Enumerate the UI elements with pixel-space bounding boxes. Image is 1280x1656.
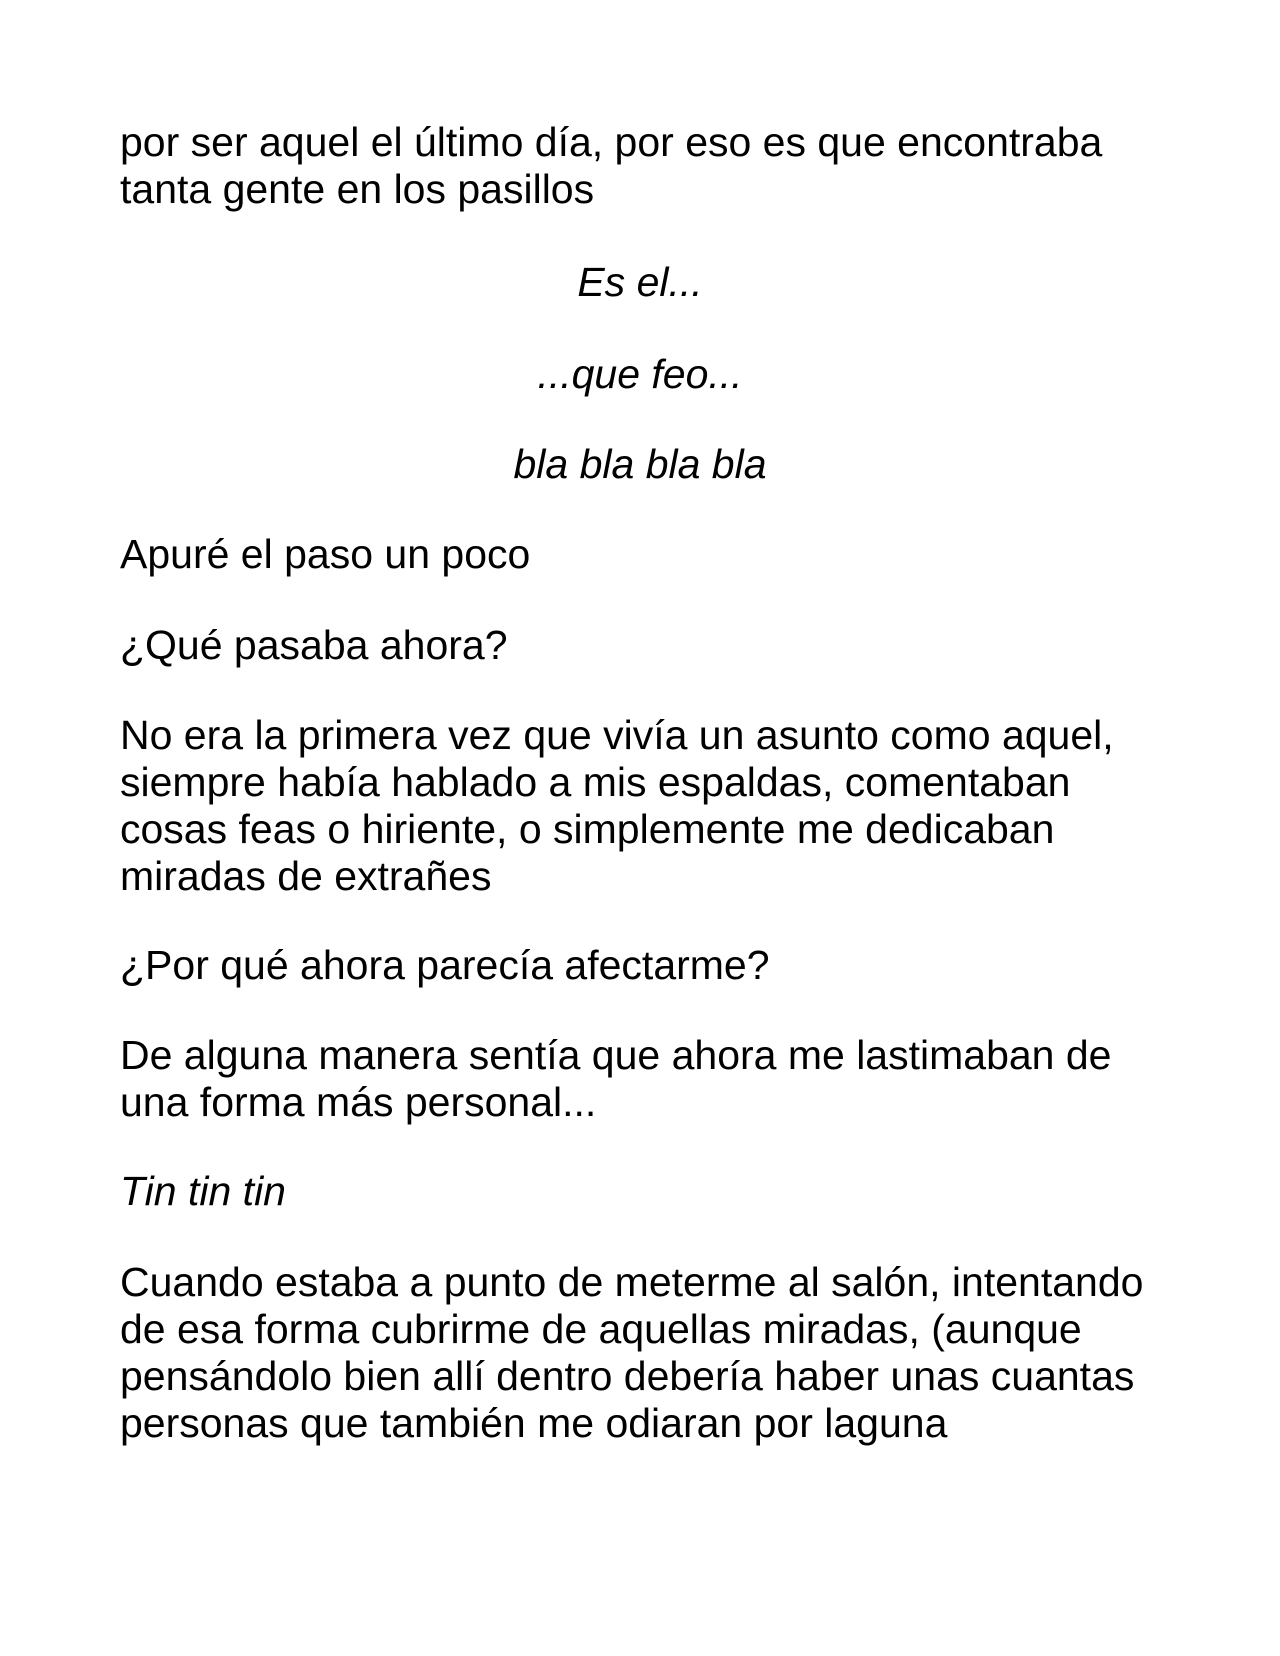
paragraph-1-line-1: por ser aquel el último día, por eso es que encontraba tanta gente en los pasillos [120,119,1103,212]
paragraph-6: De alguna manera sentía que ahora me lastimaban de una forma más personal... [120,1032,1112,1125]
paragraph-7: Tin tin tin [120,1168,286,1214]
paragraph-3: ¿Qué pasaba ahora? [120,622,508,668]
paragraph-4: No era la primera vez que vivía un asunto como aquel, siempre había hablado a mis espaldas, comentaban cosas feas o hiriente, o simplemente me dedicaban miradas de extrañes [120,712,1114,899]
whisper-2: ...que feo... [537,351,743,397]
paragraph-2: Apuré el paso un poco [120,531,531,577]
paragraph-8: Cuando estaba a punto de meterme al salón, intentando de esa forma cubrirme de aquellas miradas, (aunque pensándolo bien allí dentro debería haber unas cuantas personas que también me odiaran por laguna [120,1259,1144,1446]
paragraph-5: ¿Por qué ahora parecía afectarme? [120,942,770,988]
whisper-1: Es el... [577,259,703,305]
whisper-3: bla bla bla bla [513,441,767,487]
paragraph-1 [120,119,1180,213]
